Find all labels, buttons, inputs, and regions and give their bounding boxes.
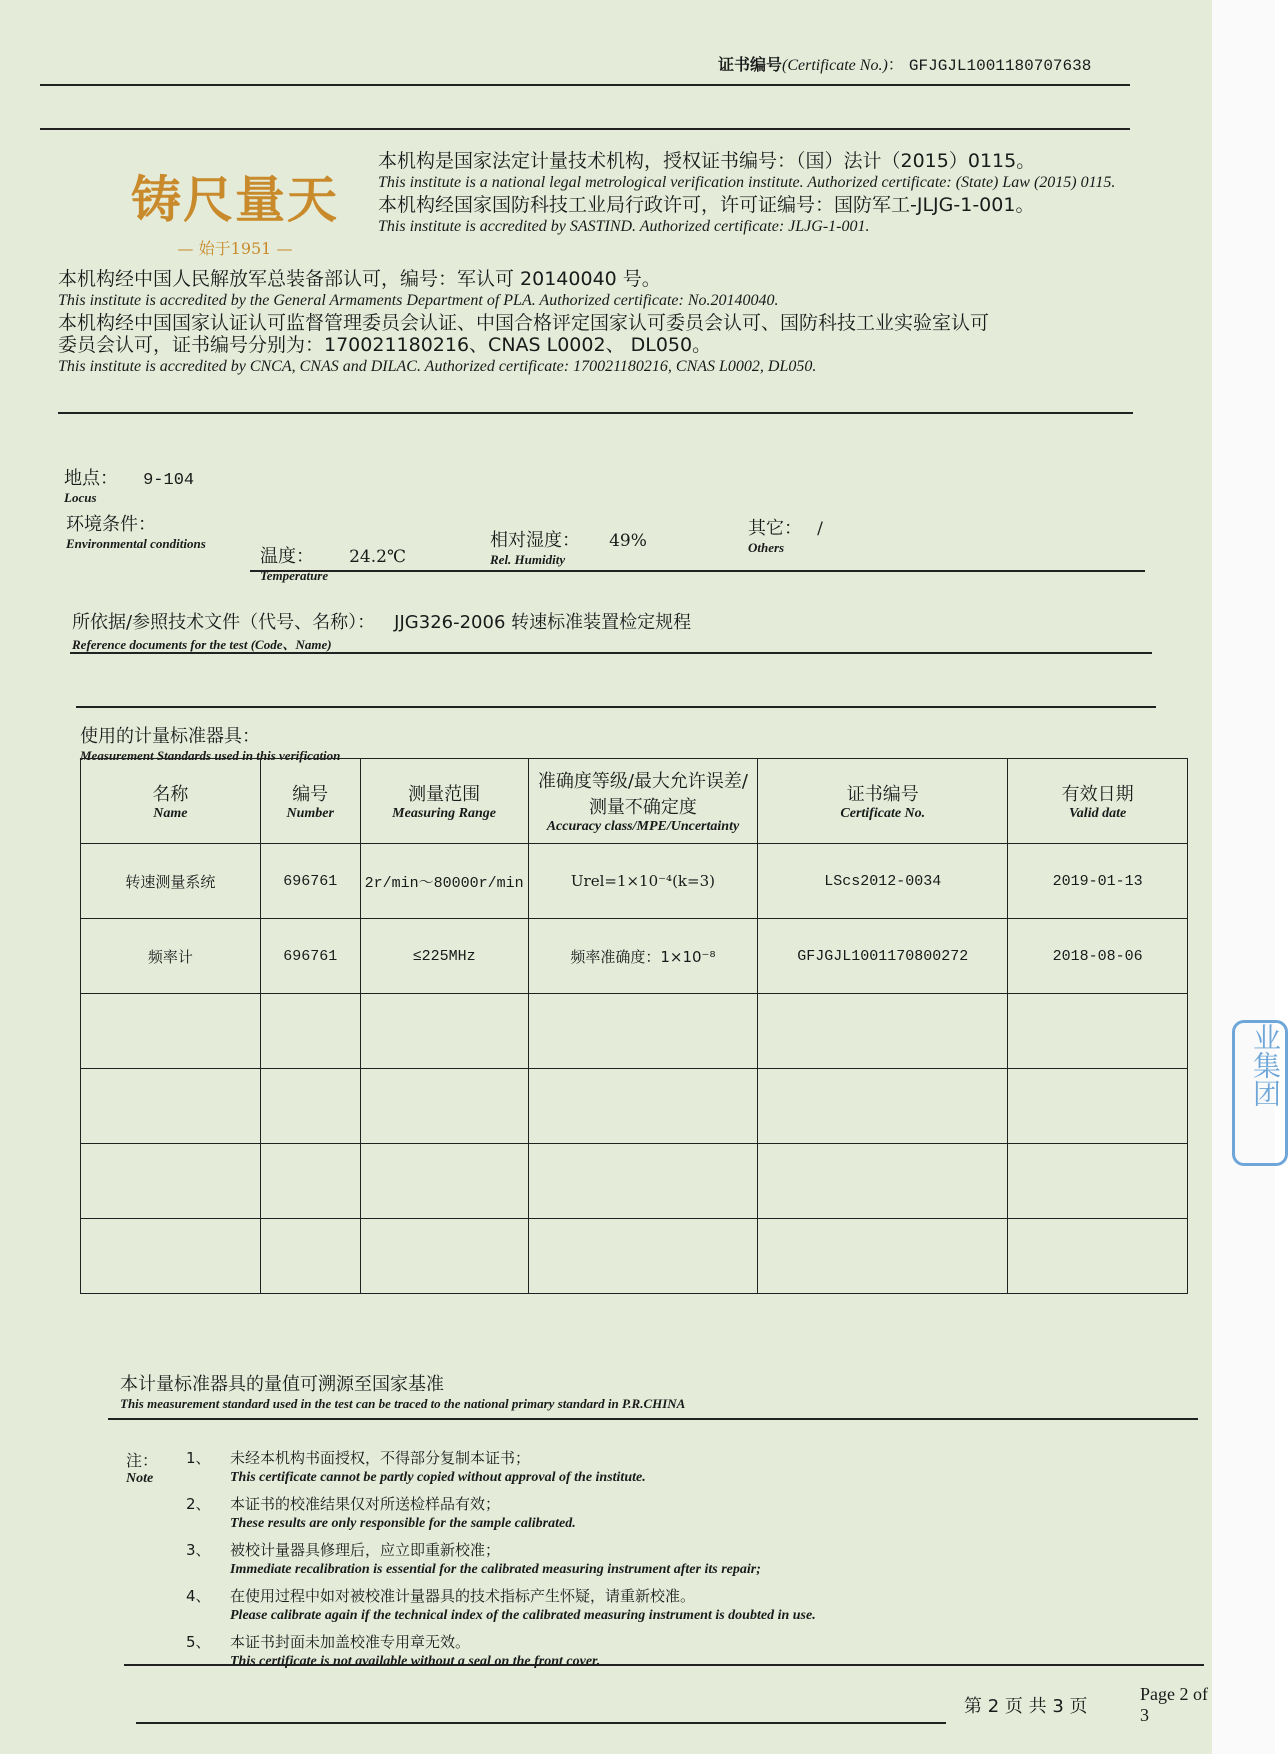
cell-accuracy: Urel=1×10⁻⁴(k=3)	[528, 844, 758, 919]
traceability-cn: 本计量标准器具的量值可溯源至国家基准	[120, 1374, 444, 1395]
list-item: 5、 本证书封面未加盖校准专用章无效。 This certificate is not available without a seal on the front cover.	[186, 1633, 601, 1669]
cell-valid-date: 2018-08-06	[1008, 919, 1188, 994]
standards-table	[80, 758, 1188, 1294]
cell-valid-date: 2019-01-13	[1008, 844, 1188, 919]
logo-since: — 始于1951 —	[177, 239, 293, 258]
notes-label	[126, 1448, 158, 1487]
reference-label-cn: 所依据/参照技术文件（代号、名称）：	[72, 612, 376, 633]
cell-name: 转速测量系统	[81, 844, 261, 919]
standards-label-en: Measurement Standards used in this verification	[80, 748, 341, 763]
intro-line2-en: This institute is accredited by SASTIND. Authorized certificate: JLJG-1-001.	[378, 218, 870, 235]
temperature-value: 24.2℃	[349, 547, 406, 567]
intro-line5-en: This institute is accredited by CNCA, CNAS and DILAC. Authorized certificate: 170021180216, CNAS L0002, DL050.	[58, 358, 817, 375]
intro-line4-cn: 本机构经中国国家认证认可监督管理委员会认证、中国合格评定国家认可委员会认可、国防科技工业实验室认可	[58, 312, 990, 334]
env-label-cn: 环境条件：	[66, 514, 156, 535]
seal-stamp: 业集团	[1232, 1020, 1288, 1166]
traceability-rule	[108, 1418, 1198, 1420]
locus-label-cn: 地点：	[64, 468, 118, 489]
cell-certificate: GFJGJL1001170800272	[758, 919, 1008, 994]
cell-certificate: LScs2012-0034	[758, 844, 1008, 919]
others-label-cn: 其它：	[748, 518, 802, 539]
others-field	[748, 514, 823, 556]
intro-line3-en: This institute is accredited by the General Armaments Department of PLA. Authorized certificate: No.20140040.	[58, 292, 779, 309]
logo-calligraphy: 铸尺量天	[131, 170, 339, 229]
cert-number: GFJGJL1001180707638	[908, 57, 1092, 75]
list-item: 4、 在使用过程中如对被校准计量器具的技术指标产生怀疑，请重新校准。 Please calibrate again if the technical index of the calibrated measuring instrument is doubted in use.	[186, 1587, 816, 1623]
intro-line1-cn: 本机构是国家法定计量技术机构，授权证书编号：（国）法计（2015）0115。	[378, 150, 1036, 172]
table-row	[81, 919, 1188, 994]
list-item: 1、 未经本机构书面授权，不得部分复制本证书； This certificate cannot be partly copied without approval of the institute.	[186, 1449, 646, 1485]
humidity-field	[490, 526, 647, 568]
header-range: 测量范围 Measuring Range	[360, 759, 528, 844]
table-row	[81, 844, 1188, 919]
traceability-statement	[120, 1370, 685, 1412]
cert-label-en: (Certificate No.)	[782, 57, 888, 74]
others-label-en: Others	[748, 540, 785, 555]
intro-line3-cn: 本机构经中国人民解放军总装备部认可，编号：军认可 20140040 号。	[58, 268, 661, 290]
scan-edge	[1212, 0, 1275, 1754]
page-indicator-en: Page 2 of 3	[1140, 1684, 1208, 1725]
top-rule	[40, 128, 1130, 130]
locus-value: 9-104	[143, 471, 195, 490]
list-item: 3、 被校计量器具修理后，应立即重新校准； Immediate recalibration is essential for the calibrated measuring instrument after its repair;	[186, 1541, 761, 1577]
reference-label-en: Reference documents for the test (Code、Name)	[72, 637, 332, 652]
env-label	[66, 510, 206, 552]
intro-block-bottom	[58, 268, 1138, 378]
cell-range: ≤225MHz	[360, 919, 528, 994]
env-rule	[250, 570, 1145, 572]
intro-block-top	[378, 150, 1118, 238]
institute-logo	[110, 160, 360, 259]
table-row	[81, 994, 1188, 1069]
reference-field	[72, 608, 691, 653]
table-header-row	[81, 759, 1188, 844]
footer-rule	[136, 1722, 946, 1724]
header-number: 编号 Number	[260, 759, 360, 844]
header-rule	[40, 84, 1130, 86]
cell-name: 频率计	[81, 919, 261, 994]
locus-field	[64, 464, 194, 506]
cell-number: 696761	[260, 919, 360, 994]
intro-line2-cn: 本机构经国家国防科技工业局行政许可，许可证编号：国防军工-JLJG-1-001。	[378, 194, 1035, 216]
table-row	[81, 1219, 1188, 1294]
standards-label-cn: 使用的计量标准器具：	[80, 726, 260, 747]
table-row	[81, 1069, 1188, 1144]
cell-accuracy: 频率准确度：1×10⁻⁸	[528, 919, 758, 994]
cell-range: 2r/min～80000r/min	[360, 844, 528, 919]
header-valid-date: 有效日期 Valid date	[1008, 759, 1188, 844]
notes-list	[186, 1448, 1086, 1678]
humidity-value: 49%	[609, 531, 647, 551]
others-value: /	[817, 519, 823, 539]
list-item: 2、 本证书的校准结果仅对所送检样品有效； These results are only responsible for the sample calibrated.	[186, 1495, 576, 1531]
notes-rule	[124, 1664, 1204, 1666]
header-certificate: 证书编号 Certificate No.	[758, 759, 1008, 844]
locus-label-en: Locus	[64, 490, 97, 505]
traceability-en: This measurement standard used in the test can be traced to the national primary standard in P.R.CHINA	[120, 1396, 686, 1411]
intro-rule	[58, 412, 1133, 414]
certificate-number-line: 证书编号(Certificate No.)： GFJGJL1001180707638	[718, 55, 1092, 75]
header-name: 名称 Name	[81, 759, 261, 844]
env-label-en: Environmental conditions	[66, 536, 206, 551]
temperature-label-cn: 温度：	[260, 546, 314, 567]
humidity-label-cn: 相对湿度：	[490, 530, 580, 551]
intro-line1-en: This institute is a national legal metrological verification institute. Authorized certificate: (State) Law (2015) 0115.	[378, 174, 1116, 191]
notes-label-en: Note	[126, 1471, 154, 1486]
cell-number: 696761	[260, 844, 360, 919]
humidity-label-en: Rel. Humidity	[490, 552, 566, 567]
reference-value: JJG326-2006 转速标准装置检定规程	[394, 612, 692, 633]
notes-label-cn: 注：	[126, 1451, 159, 1470]
reference-rule	[70, 652, 1152, 654]
intro-line5-cn: 委员会认可，证书编号分别为：170021180216、CNAS L0002、 DL050。	[58, 334, 712, 356]
temperature-label-en: Temperature	[260, 568, 329, 583]
page-indicator-cn: 第 2 页 共 3 页	[964, 1696, 1088, 1717]
header-accuracy: 准确度等级/最大允许误差/测量不确定度 Accuracy class/MPE/Uncertainty	[528, 759, 758, 844]
temperature-field	[260, 542, 406, 584]
cert-label-cn: 证书编号	[718, 55, 783, 74]
table-row	[81, 1144, 1188, 1219]
standards-top-rule	[76, 706, 1156, 708]
